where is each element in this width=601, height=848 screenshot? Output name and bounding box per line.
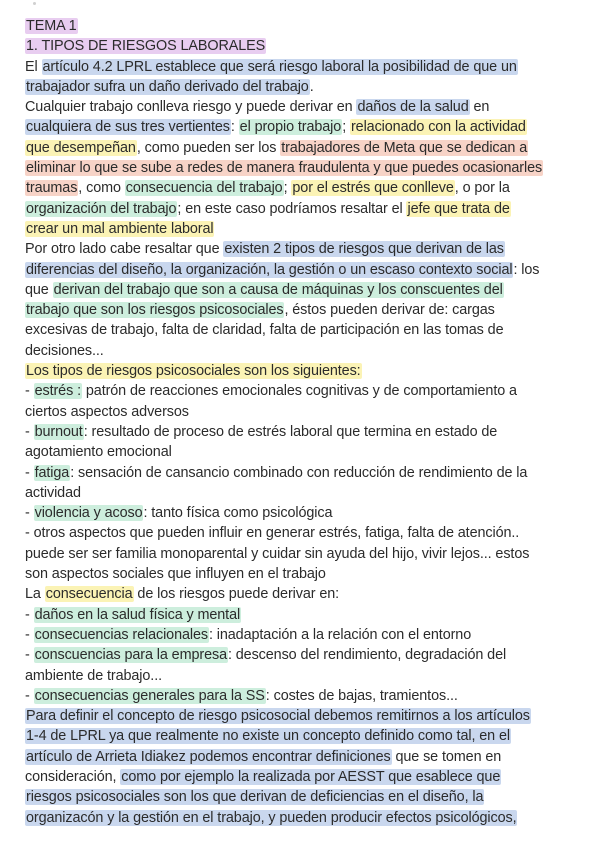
- text-line: [25, 300, 595, 320]
- highlighted-text: consecuencias generales para la SS: [34, 687, 265, 704]
- highlighted-text: por el estrés que conlleve: [292, 180, 454, 197]
- text-segment: ambiente de trabajo...: [25, 667, 162, 684]
- highlighted-text: trabajador sufra un daño derivado del trabajo: [26, 78, 309, 95]
- text-line: [25, 361, 595, 381]
- highlighted-text: trabajo que son los riesgos psicosociales: [26, 302, 284, 319]
- text-segment: son aspectos sociales que influyen en el trabajo: [25, 566, 326, 583]
- text-segment: : los: [513, 261, 540, 278]
- text-line: [25, 483, 595, 503]
- text-segment: -: [25, 464, 34, 481]
- notes-text: [25, 16, 595, 828]
- highlighted-text: violencia y acoso: [34, 505, 143, 522]
- text-segment: : tanto física como psicológica: [143, 505, 333, 522]
- scan-speck: [33, 2, 36, 5]
- highlighted-text: Los tipos de riesgos psicosociales son los siguientes:: [26, 363, 361, 380]
- highlighted-text: que desempeñan: [26, 139, 136, 156]
- text-segment: : resultado de proceso de estrés laboral que termina en estado de: [83, 423, 498, 440]
- text-segment: : descenso del rendimiento, degradación del: [227, 647, 507, 664]
- text-line: [25, 158, 595, 178]
- highlighted-text: daños de la salud: [357, 99, 469, 116]
- text-line: [25, 625, 595, 645]
- highlighted-text: derivan del trabajo que son a causa de máquinas y los conscuentes del: [53, 281, 503, 298]
- text-segment: : costes de bajas, tramientos...: [265, 687, 458, 704]
- text-line: [25, 97, 595, 117]
- highlighted-text: organización del trabajo: [26, 200, 177, 217]
- highlighted-text: eliminar lo que se sube a redes de manera fraudulenta y que puedes ocasionarles: [26, 160, 543, 177]
- text-segment: -: [25, 647, 34, 664]
- text-segment: -: [25, 626, 34, 643]
- text-line: [25, 199, 595, 219]
- highlighted-text: como por ejemplo la realizada por AESST que esablece que: [121, 768, 501, 785]
- text-line: [25, 442, 595, 462]
- highlighted-text: 1-4 de LPRL ya que realmente no existe un concepto definido como tal, en el: [26, 728, 510, 745]
- text-line: [25, 77, 595, 97]
- text-line: [25, 787, 595, 807]
- text-segment: -: [25, 383, 34, 400]
- text-line: [25, 747, 595, 767]
- text-line: [25, 422, 595, 442]
- text-line: [25, 36, 595, 56]
- text-segment: agotamiento emocional: [25, 444, 172, 461]
- highlighted-text: burnout: [34, 423, 83, 440]
- text-segment: que: [25, 281, 53, 298]
- highlighted-text: cualquiera de sus tres vertientes: [26, 119, 230, 136]
- highlighted-text: crear un mal ambiente laboral: [26, 220, 214, 237]
- text-segment: puede ser ser familia monoparental y cuidar sin ayuda del hijo, vivir lejos... estos: [25, 545, 530, 562]
- text-segment: patrón de reacciones emocionales cognitivas y de comportamiento a: [81, 383, 517, 400]
- text-line: [25, 584, 595, 604]
- text-segment: consideración,: [25, 768, 121, 785]
- text-line: [25, 503, 595, 523]
- highlighted-text: organizacón y la gestión en el trabajo, y pueden producir efectos psicológicos,: [26, 809, 517, 826]
- text-line: [25, 219, 595, 239]
- text-segment: actividad: [25, 484, 81, 501]
- highlighted-text: el propio trabajo: [239, 119, 342, 136]
- text-line: [25, 686, 595, 706]
- text-line: [25, 341, 595, 361]
- text-segment: :: [230, 119, 239, 136]
- text-segment: : sensación de cansancio combinado con reducción de rendimiento de la: [70, 464, 528, 481]
- text-segment: , como: [78, 180, 125, 197]
- text-line: [25, 16, 595, 36]
- text-segment: - otros aspectos que pueden influir en generar estrés, fatiga, falta de atención..: [25, 525, 520, 542]
- text-segment: ;: [342, 119, 350, 136]
- text-segment: decisiones...: [25, 342, 104, 359]
- highlighted-text: riesgos psicosociales son los que derivan de deficiencias en el diseño, la: [26, 789, 484, 806]
- text-line: [25, 280, 595, 300]
- text-segment: -: [25, 606, 34, 623]
- highlighted-text: traumas: [26, 180, 78, 197]
- highlighted-text: daños en la salud física y mental: [34, 606, 241, 623]
- text-line: [25, 808, 595, 828]
- text-line: [25, 463, 595, 483]
- text-line: [25, 544, 595, 564]
- text-segment: -: [25, 687, 34, 704]
- text-segment: , o por la: [454, 180, 510, 197]
- text-line: [25, 138, 595, 158]
- text-segment: La: [25, 586, 45, 603]
- text-line: [25, 57, 595, 77]
- text-segment: El: [25, 58, 42, 75]
- text-line: [25, 178, 595, 198]
- text-segment: , éstos pueden derivar de: cargas: [284, 302, 495, 319]
- text-segment: ; en este caso podríamos resaltar el: [177, 200, 407, 217]
- text-line: [25, 381, 595, 401]
- text-line: [25, 523, 595, 543]
- text-segment: excesivas de trabajo, falta de claridad, falta de participación en las tomas de: [25, 322, 504, 339]
- text-line: [25, 706, 595, 726]
- highlighted-text: artículo 4.2 LPRL establece que será riesgo laboral la posibilidad de que un: [42, 58, 517, 75]
- highlighted-text: consecuencias relacionales: [34, 626, 208, 643]
- text-segment: -: [25, 505, 34, 522]
- text-segment: en: [469, 99, 490, 116]
- highlighted-text: conscuencias para la empresa: [34, 647, 227, 664]
- text-line: [25, 666, 595, 686]
- highlighted-text: consecuencia del trabajo: [125, 180, 283, 197]
- text-line: [25, 564, 595, 584]
- text-line: [25, 402, 595, 422]
- text-segment: que se tomen en: [391, 748, 502, 765]
- text-line: [25, 645, 595, 665]
- text-segment: Cualquier trabajo conlleva riesgo y puede derivar en: [25, 99, 357, 116]
- highlighted-text: trabajadores de Meta que se dedican a: [281, 139, 528, 156]
- text-segment: ciertos aspectos adversos: [25, 403, 189, 420]
- highlighted-text: Para definir el concepto de riesgo psicosocial debemos remitirnos a los artículos: [26, 708, 530, 725]
- highlighted-text: TEMA 1: [26, 18, 77, 34]
- text-segment: de los riesgos puede derivar en:: [133, 586, 340, 603]
- text-line: [25, 767, 595, 787]
- highlighted-text: estrés :: [34, 383, 81, 400]
- text-line: [25, 320, 595, 340]
- text-segment: , como pueden ser los: [136, 139, 281, 156]
- highlighted-text: fatiga: [34, 464, 70, 481]
- text-segment: -: [25, 423, 34, 440]
- text-segment: Por otro lado cabe resaltar que: [25, 241, 224, 258]
- highlighted-text: relacionado con la actividad: [350, 119, 526, 136]
- highlighted-text: existen 2 tipos de riesgos que derivan de las: [224, 241, 504, 258]
- text-segment: .: [309, 78, 314, 95]
- text-line: [25, 260, 595, 280]
- highlighted-text: 1. TIPOS DE RIESGOS LABORALES: [26, 38, 266, 55]
- highlighted-text: artículo de Arrieta Idiakez podemos encontrar definiciones: [26, 748, 391, 765]
- text-line: [25, 117, 595, 137]
- highlighted-text: jefe que trata de: [407, 200, 510, 217]
- highlighted-text: consecuencia: [45, 586, 133, 603]
- text-line: [25, 726, 595, 746]
- highlighted-text: diferencias del diseño, la organización, la gestión o un escaso contexto social: [26, 261, 513, 278]
- text-segment: ;: [283, 180, 292, 197]
- text-segment: : inadaptación a la relación con el entorno: [208, 626, 472, 643]
- text-line: [25, 605, 595, 625]
- text-line: [25, 239, 595, 259]
